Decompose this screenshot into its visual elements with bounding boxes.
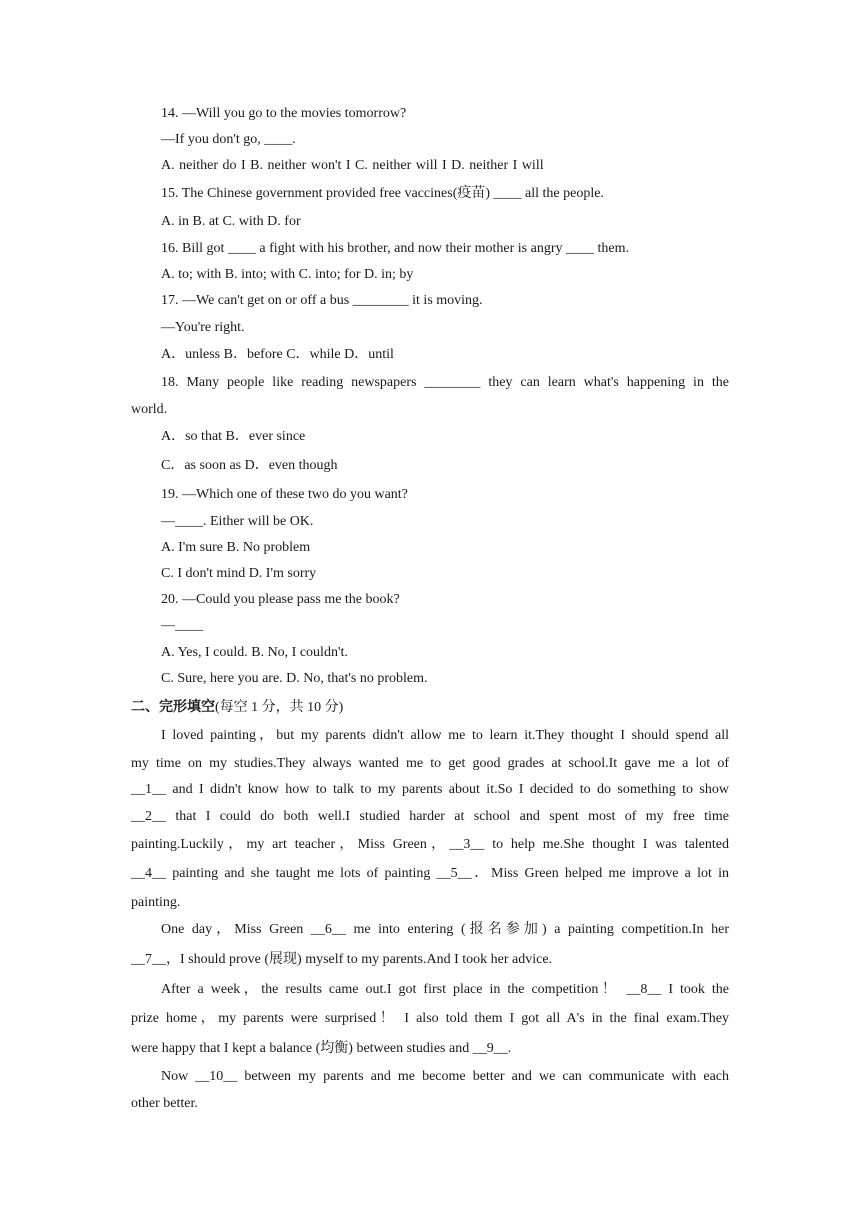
question-17-reply: —You're right. (161, 320, 245, 335)
passage-line-2: my time on my studies.They always wanted me to get good grades at school.It gave me a lot of (131, 756, 729, 771)
question-20-options-ab: A. Yes, I could. B. No, I couldn't. (161, 645, 348, 660)
question-17-stem: 17. —We can't get on or off a bus ________ it is moving. (161, 293, 483, 308)
question-14-options: A. neither do I B. neither won't I C. neither will I D. neither I will (161, 158, 544, 173)
question-19-options-ab: A. I'm sure B. No problem (161, 540, 311, 555)
question-15-options: A. in B. at C. with D. for (161, 214, 301, 229)
question-14-stem: 14. —Will you go to the movies tomorrow? (161, 106, 407, 121)
question-14-reply: —If you don't go, ____. (161, 132, 296, 147)
question-19-reply: —____. Either will be OK. (161, 514, 314, 529)
section-2-heading: 二、完形填空 (131, 699, 215, 715)
question-17-options: A．unless B．before C．while D．until (161, 347, 394, 362)
question-19-options-cd: C. I don't mind D. I'm sorry (161, 566, 317, 581)
question-20-options-cd: C. Sure, here you are. D. No, that's no problem. (161, 671, 428, 686)
passage-line-12: were happy that I kept a balance (均衡) between studies and __9__. (131, 1041, 512, 1056)
question-18-stem-line1: 18. Many people like reading newspapers ________ they can learn what's happening in the (161, 375, 729, 390)
question-18-stem-line2: world. (131, 402, 168, 417)
question-20-stem: 20. —Could you please pass me the book? (161, 592, 400, 607)
passage-line-14: other better. (131, 1096, 198, 1111)
section-2-heading-line (131, 698, 343, 717)
question-20-reply: —____ (161, 618, 203, 633)
passage-line-4: __2__ that I could do both well.I studied harder at school and spent most of my free time (131, 809, 729, 824)
passage-line-10: After a week，the results came out.I got first place in the competition！ __8__ I took the (161, 982, 729, 997)
passage-line-8: One day，Miss Green __6__ me into entering (报名参加) a painting competition.In her (161, 922, 729, 937)
question-15-stem: 15. The Chinese government provided free vaccines(疫苗) ____ all the people. (161, 186, 604, 201)
section-2-heading-note: (每空 1 分，共 10 分) (215, 700, 344, 715)
question-19-stem: 19. —Which one of these two do you want? (161, 487, 408, 502)
passage-line-9: __7__，I should prove (展现) myself to my parents.And I took her advice. (131, 952, 553, 967)
passage-line-6: __4__ painting and she taught me lots of painting __5__．Miss Green helped me improve a lot in (131, 866, 729, 881)
passage-line-1: I loved painting，but my parents didn't allow me to learn it.They thought I should spend all (161, 728, 729, 743)
question-16-options: A. to; with B. into; with C. into; for D. in; by (161, 267, 414, 282)
question-18-options-cd: C．as soon as D．even though (161, 458, 338, 473)
passage-line-5: painting.Luckily，my art teacher，Miss Green，__3__ to help me.She thought I was talented (131, 837, 729, 852)
passage-line-11: prize home，my parents were surprised！ I also told them I got all A's in the final exam.They (131, 1011, 729, 1026)
passage-line-7: painting. (131, 895, 181, 910)
question-18-options-ab: A．so that B．ever since (161, 429, 306, 444)
passage-line-3: __1__ and I didn't know how to talk to my parents about it.So I decided to do something to show (131, 782, 729, 797)
passage-line-13: Now __10__ between my parents and me become better and we can communicate with each (161, 1069, 729, 1084)
question-16-stem: 16. Bill got ____ a fight with his brother, and now their mother is angry ____ them. (161, 241, 629, 256)
